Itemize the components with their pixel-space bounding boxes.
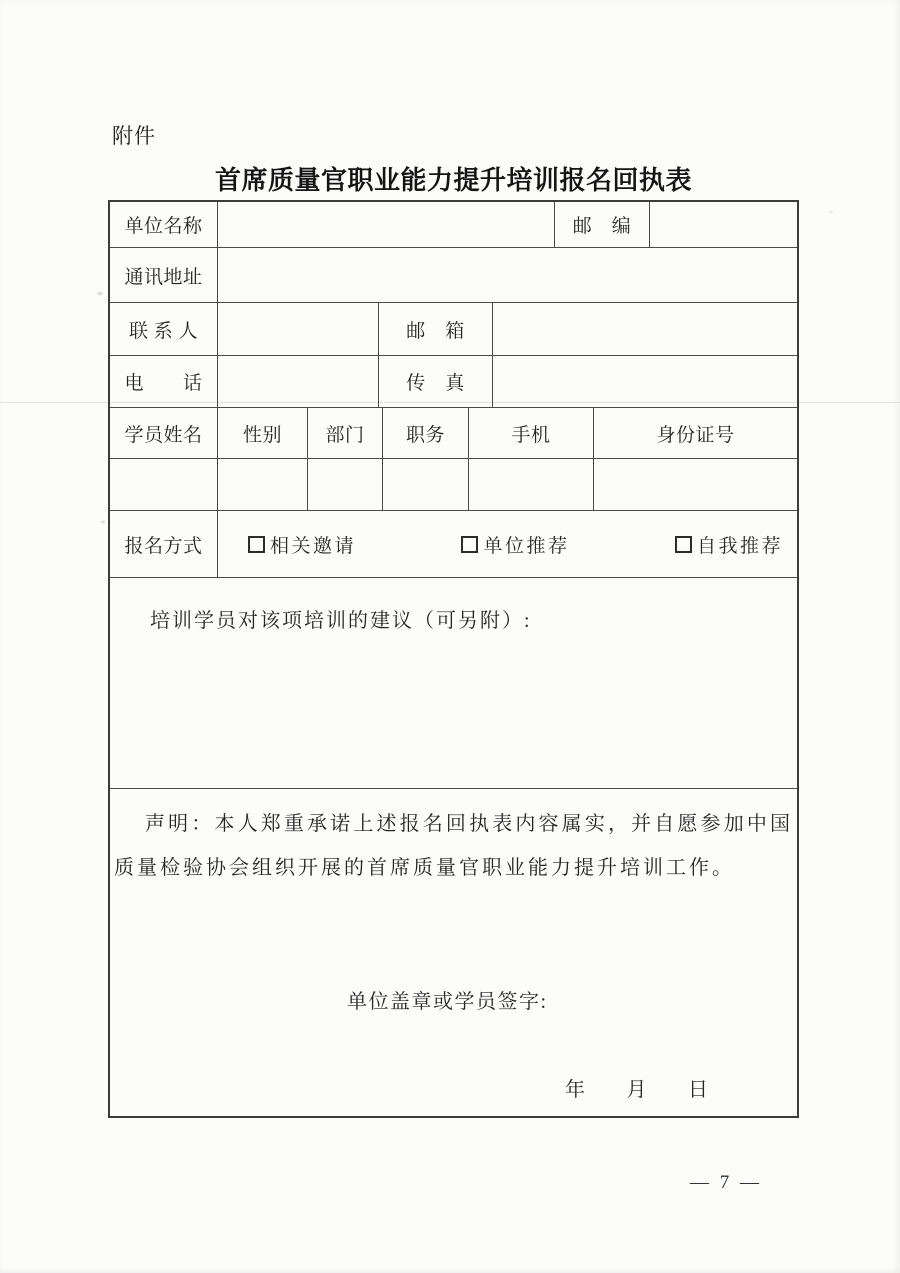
fax-value-cell [493, 356, 797, 407]
option-related-invitation [248, 531, 356, 558]
table-row-registration-method [110, 511, 797, 578]
attachment-label: 附件 [112, 124, 156, 148]
registration-form-table [108, 200, 799, 1118]
gender-header: 性别 [218, 408, 308, 458]
suggestion-cell [110, 578, 797, 788]
table-row-contact [110, 303, 797, 356]
unit-name-value-cell [218, 202, 555, 247]
registration-options-cell [218, 511, 797, 577]
option-self-recommendation [675, 531, 783, 558]
gender-cell [218, 459, 308, 510]
option-label: 自我推荐 [696, 535, 783, 557]
mobile-cell [469, 459, 594, 510]
address-label: 通讯地址 [110, 248, 218, 302]
phone-label: 电 话 [110, 356, 218, 407]
table-row-student-entry [110, 459, 797, 511]
table-row-phone [110, 356, 797, 408]
postal-code-value-cell [650, 202, 797, 247]
option-label: 相关邀请 [270, 535, 357, 557]
student-name-header: 学员姓名 [110, 408, 218, 458]
suggestion-label: 培训学员对该项培训的建议（可另附）: [150, 610, 532, 632]
signature-label: 单位盖章或学员签字: [347, 991, 548, 1013]
postal-code-label: 邮 编 [555, 202, 650, 247]
table-row-address [110, 248, 797, 303]
checkbox-icon [248, 536, 265, 553]
scan-speck [828, 210, 834, 214]
declaration-text: 声明：本人郑重承诺上述报名回执表内容属实，并自愿参加中国质量检验协会组织开展的首席质量官职业能力提升培训工作。 [114, 813, 793, 879]
phone-value-cell [218, 356, 379, 407]
declaration-cell [110, 789, 797, 1116]
table-row-student-headers [110, 408, 797, 459]
option-label: 单位推荐 [483, 535, 570, 557]
option-unit-recommendation [461, 531, 569, 558]
position-header: 职务 [383, 408, 469, 458]
scan-speck [96, 291, 104, 296]
contact-label: 联 系 人 [110, 303, 218, 355]
checkbox-icon [461, 536, 478, 553]
position-cell [383, 459, 469, 510]
contact-value-cell [218, 303, 379, 355]
table-row-unit-name [110, 202, 797, 248]
fax-label: 传 真 [379, 356, 493, 407]
checkbox-icon [675, 536, 692, 553]
mobile-header: 手机 [469, 408, 594, 458]
id-number-cell [594, 459, 797, 510]
department-cell [308, 459, 383, 510]
student-name-cell [110, 459, 218, 510]
scan-speck [100, 520, 106, 524]
form-title: 首席质量官职业能力提升培训报名回执表 [214, 166, 692, 195]
email-label: 邮 箱 [379, 303, 493, 355]
table-row-declaration [110, 789, 797, 1116]
registration-method-label: 报名方式 [110, 511, 218, 577]
department-header: 部门 [308, 408, 383, 458]
table-row-suggestions [110, 578, 797, 789]
id-number-header: 身份证号 [656, 424, 735, 446]
email-value-cell [493, 303, 797, 355]
date-label: 年 月 日 [565, 1079, 709, 1101]
page-number: — 7 — [690, 1172, 762, 1193]
address-value-cell [218, 248, 797, 302]
unit-name-label: 单位名称 [110, 202, 218, 247]
